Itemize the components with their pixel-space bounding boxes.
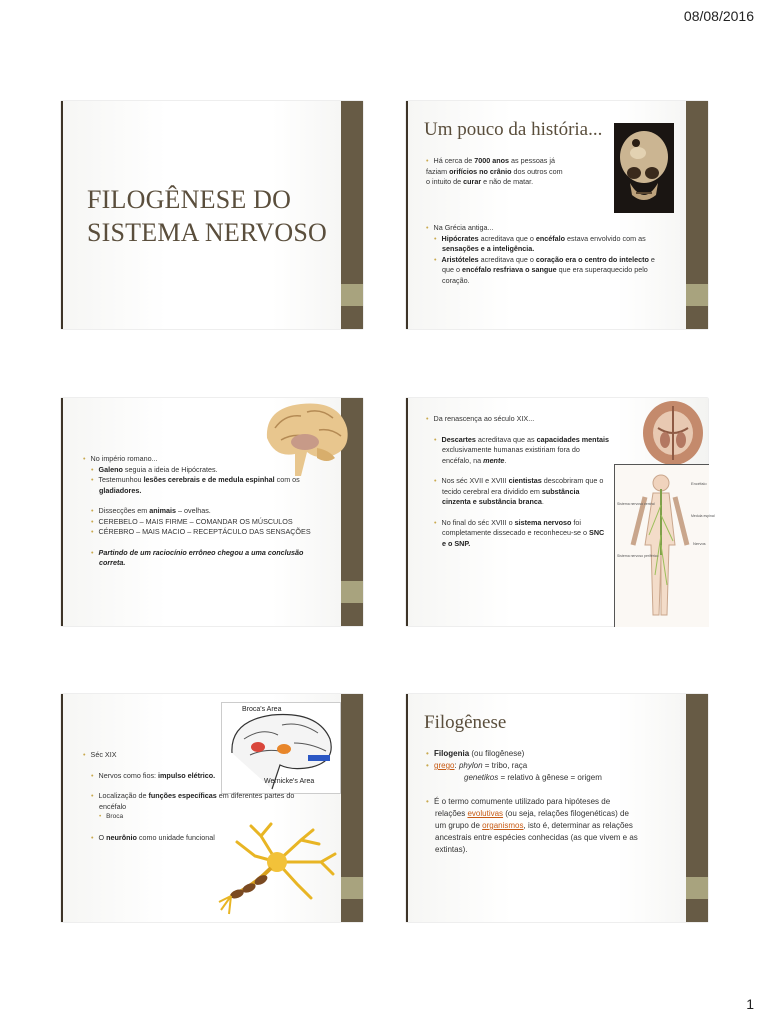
slide-side-bar — [341, 694, 363, 922]
neuron-image — [211, 822, 341, 918]
slide-3 — [61, 398, 363, 626]
slide-2-title: Um pouco da história... — [424, 119, 603, 140]
brain-section-image — [638, 398, 708, 468]
slide-5 — [61, 694, 363, 922]
slide-edge — [406, 398, 408, 626]
label-snp: Sistema nervoso periférico — [617, 554, 659, 558]
title-line-1: FILOGÊNESE DO — [87, 185, 292, 214]
slide-3-text: • No império romano... • Galeno seguia a ideia de Hipócrates. • Testemunhou lesões cerebrais e de medula espinhal com os gladiadores. • Dissecções em animais – ovelhas. • CEREBELO – MAIS FIRME – COMANDAR OS MÚSCULOS • CÉREBRO – MAIS MACIO – RECEPTÁCULO DAS SENSAÇÕES • Partindo de um raciocínio errôneo chegou a uma conclusão correta. — [83, 454, 311, 567]
slide-6-text: • Filogenia (ou filogênese) • grego: phylon = tribo, raça genetikos = relativo à gênese = origem • É o termo comumente utilizado para hipóteses de relações evolutivas (ou seja, relações filogenéticas) de um grupo de organismos, isto é, determinar as relações ancestrais entre espécies conhecidas (as que vivem e as extintas). — [426, 749, 638, 854]
wernicke-area-label: Wernicke's Area — [264, 778, 315, 785]
title-line-2: SISTEMA NERVOSO — [87, 218, 328, 247]
slide-side-bar — [686, 101, 708, 329]
label-medula: Medula espinal — [691, 514, 715, 518]
header-date: 08/08/2016 — [683, 8, 754, 24]
slide-side-bar-accent — [341, 877, 363, 899]
slide-6 — [406, 694, 708, 922]
slide-edge — [61, 398, 63, 626]
skull-image — [614, 123, 674, 213]
link-grego[interactable]: grego — [434, 761, 455, 770]
slide-edge — [61, 694, 63, 922]
slide-1-title — [87, 183, 327, 249]
nervous-system-figure — [614, 464, 715, 627]
slide-2-paragraph-2: • Na Grécia antiga... • Hipócrates acreditava que o encéfalo estava envolvido com as sensações e a inteligência. • Aristóteles acreditava que o coração era o centro do intelecto e que o encéfalo resfriava o sangue que era superaquecido pelo coração. — [426, 223, 655, 285]
label-nervos: Nervos — [693, 541, 706, 546]
slide-1 — [61, 101, 363, 329]
broca-area-label: Broca's Area — [242, 706, 282, 713]
link-evolutivas[interactable]: evolutivas — [467, 809, 504, 818]
slide-edge — [406, 694, 408, 922]
slide-edge — [406, 101, 408, 329]
slide-5-text: • Séc XIX • Nervos como fios: impulso elétrico. • Localização de funções específicas em diferentes partes do encéfalo • Broca • O neurônio como unidade funcional — [83, 750, 295, 842]
slide-6-title: Filogênese — [424, 712, 507, 733]
slide-2 — [406, 101, 708, 329]
slide-4 — [406, 398, 715, 626]
link-organismos[interactable]: organismos — [482, 821, 524, 830]
slide-side-bar-accent — [341, 284, 363, 306]
slide-side-bar-accent — [686, 284, 708, 306]
slide-side-bar-accent — [341, 581, 363, 603]
page-number: 1 — [746, 996, 754, 1012]
label-snc: Sistema nervoso central — [617, 502, 655, 506]
slide-side-bar — [686, 694, 708, 922]
slide-4-text: • Da renascença ao século XIX... • Descartes acreditava que as capacidades mentais exclusivamente humanas existiriam fora do encéfalo, na mente. • Nos séc XVII e XVIII cientistas descobriram que o tecido cerebral era dividido em substância cinzenta e substância branca. • No final do séc XVIII o sistema nervoso foi completamente dissecado e reconheceu-se o SNC e o SNP. — [426, 414, 609, 548]
label-encefalo: Encéfalo — [691, 481, 707, 486]
slide-edge — [61, 101, 63, 329]
slide-2-paragraph-1: • Há cerca de 7000 anos as pessoas já faziam orifícios no crânio dos outros com o intuito de curar e não de matar. — [426, 156, 563, 186]
slide-side-bar-accent — [686, 877, 708, 899]
slide-side-bar — [341, 101, 363, 329]
